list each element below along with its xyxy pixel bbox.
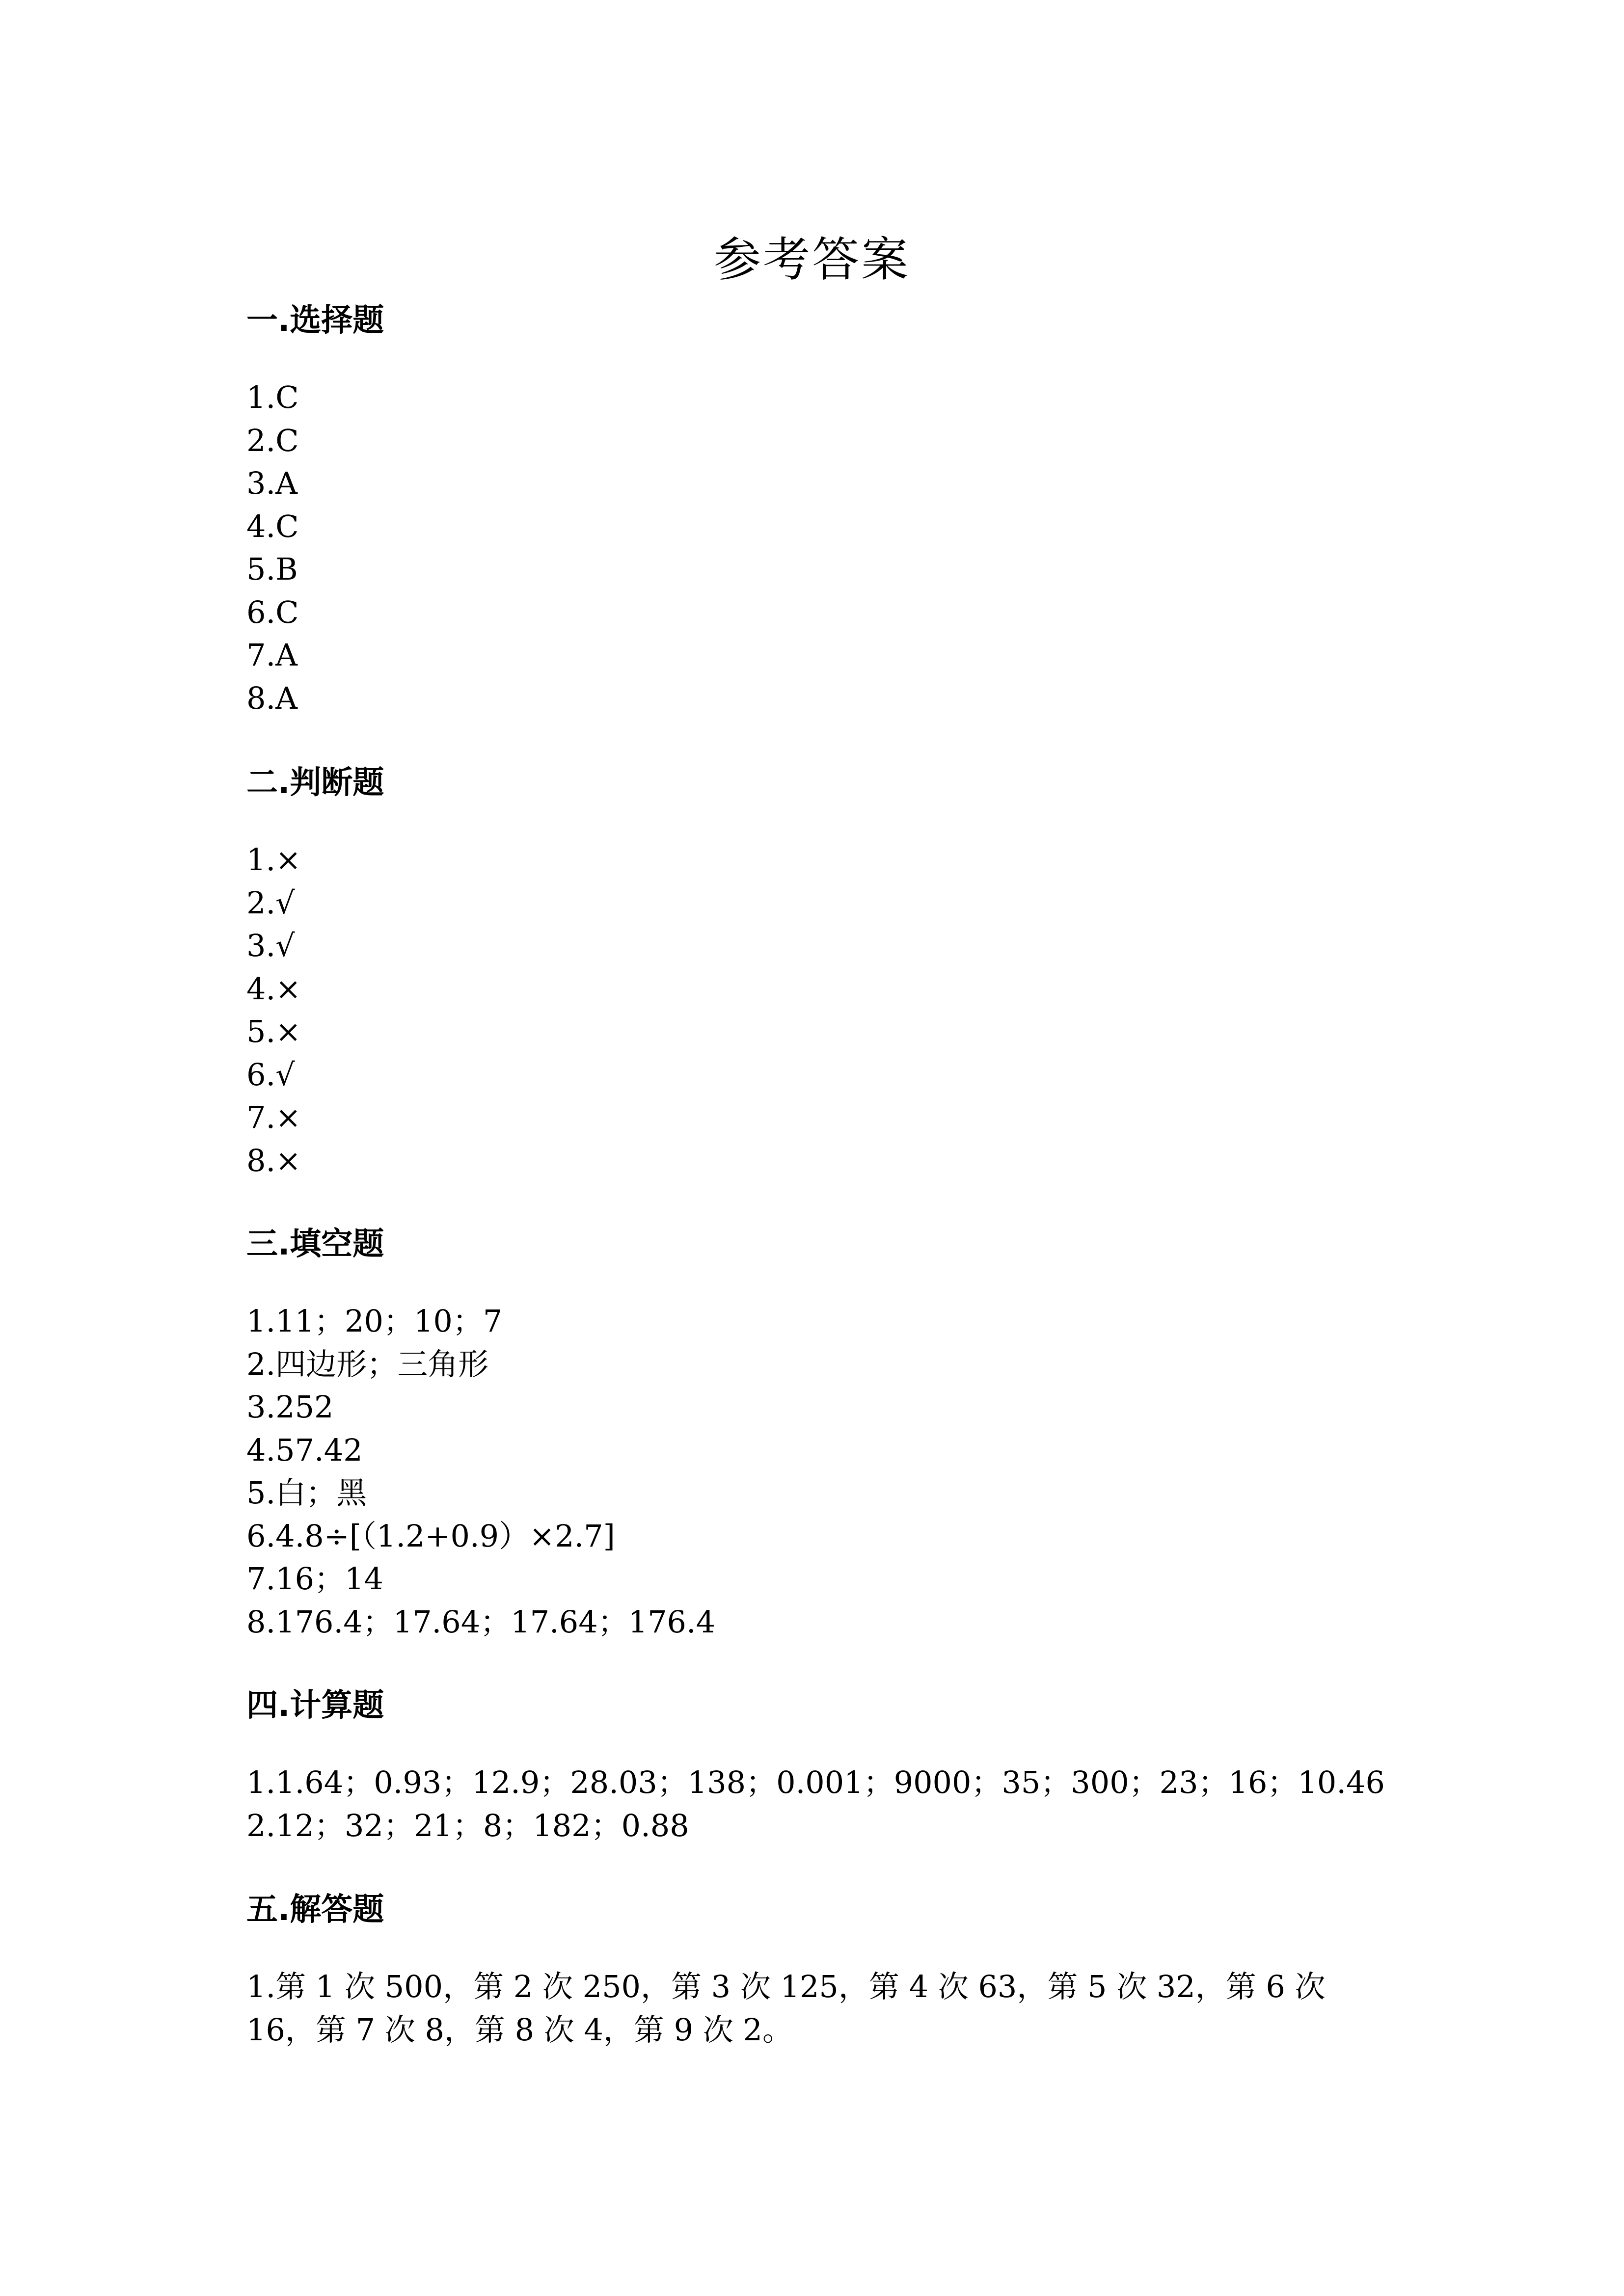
answer-item: 3.√ <box>246 928 295 963</box>
section-fill-blank <box>246 1223 1425 1643</box>
section-heading: 二.判断题 <box>246 765 384 801</box>
answer-item: 4.57.42 <box>246 1432 363 1468</box>
answer-list <box>246 376 1425 720</box>
answer-item: 7.A <box>246 637 298 673</box>
answer-list <box>246 1965 1425 2051</box>
answer-item: 1.第 1 次 500，第 2 次 250，第 3 次 125，第 4 次 63，第 5 次 32，第 6 次 16，第 7 次 8，第 8 次 4，第 9 次 2。 <box>246 1969 1326 2048</box>
answer-item: 1.1.64；0.93；12.9；28.03；138；0.001；9000；35；300；23；16；10.46 <box>246 1764 1385 1800</box>
section-multiple-choice <box>246 299 1425 720</box>
answer-item: 5.× <box>246 1014 301 1049</box>
answer-item: 1.C <box>246 379 299 415</box>
answer-item: 7.× <box>246 1099 301 1135</box>
answer-item: 6.4.8÷[（1.2+0.9）×2.7] <box>246 1518 615 1554</box>
answer-item: 4.× <box>246 970 301 1007</box>
answer-list <box>246 1761 1425 1847</box>
answer-item: 8.176.4；17.64；17.64；176.4 <box>246 1603 716 1640</box>
answer-item: 4.C <box>246 508 299 544</box>
section-heading: 五.解答题 <box>246 1892 384 1928</box>
section-calculation <box>246 1684 1425 1847</box>
answer-item: 2.四边形；三角形 <box>246 1346 489 1382</box>
answer-item: 2.C <box>246 422 299 458</box>
section-word-problems <box>246 1889 1425 2051</box>
answer-item: 7.16；14 <box>246 1561 383 1597</box>
section-true-false <box>246 762 1425 1182</box>
section-heading: 四.计算题 <box>246 1687 384 1724</box>
answer-item: 1.11；20；10；7 <box>246 1303 503 1339</box>
answer-item: 6.√ <box>246 1056 295 1093</box>
answer-item: 6.C <box>246 594 299 630</box>
answer-list <box>246 838 1425 1182</box>
answer-item: 5.B <box>246 551 298 587</box>
page-title: 参考答案 <box>714 232 910 288</box>
answer-item: 2.12；32；21；8；182；0.88 <box>246 1807 689 1843</box>
answer-item: 3.A <box>246 465 298 501</box>
answer-item: 1.× <box>246 842 301 878</box>
answer-item: 2.√ <box>246 884 295 921</box>
answer-list <box>246 1300 1425 1643</box>
section-heading: 一.选择题 <box>246 302 384 339</box>
answer-item: 8.× <box>246 1142 301 1178</box>
answer-item: 5.白；黑 <box>246 1475 367 1511</box>
answer-item: 3.252 <box>246 1389 334 1425</box>
answer-item: 8.A <box>246 680 298 716</box>
section-heading: 三.填空题 <box>246 1226 384 1262</box>
